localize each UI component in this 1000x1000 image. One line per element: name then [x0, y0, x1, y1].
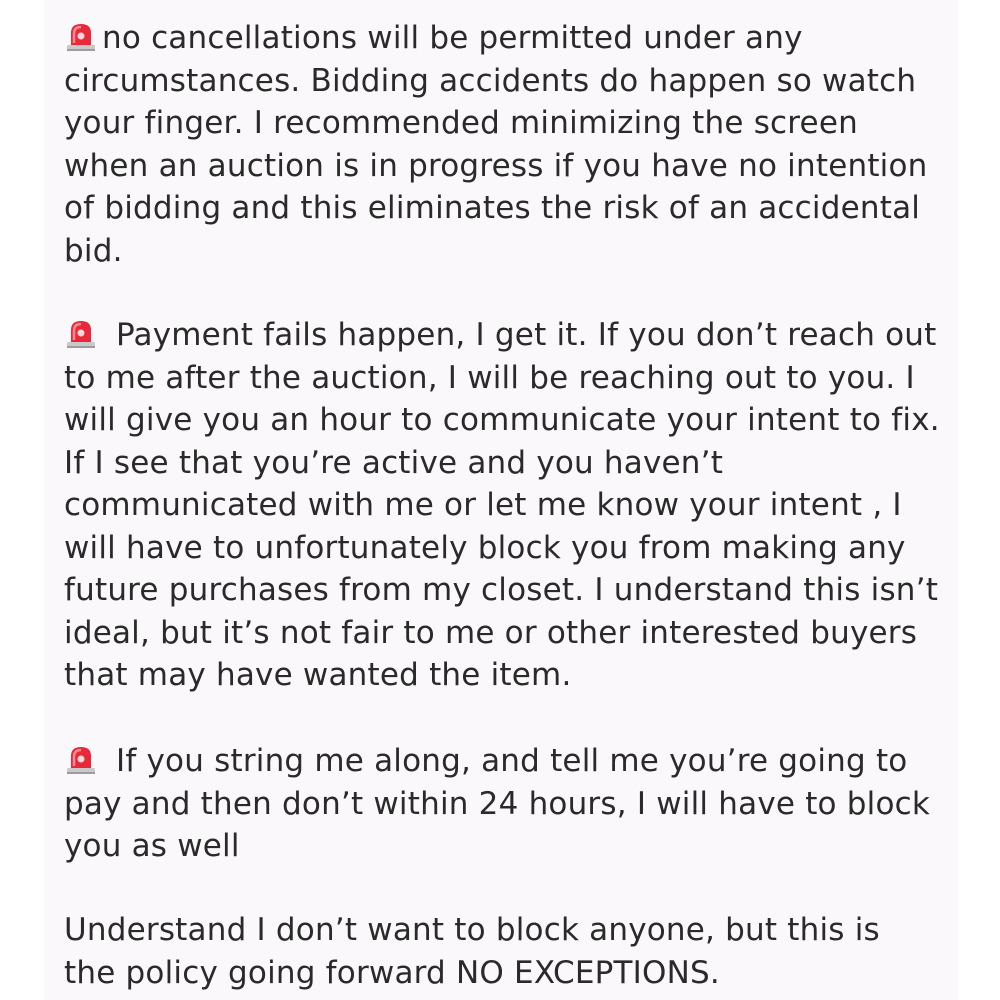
paragraph-line: future purchases from my closet. I understand this isn’t: [64, 572, 939, 608]
policy-paragraph-payment-fails: [64, 314, 944, 697]
paragraph-line: If you string me along, and tell me you’re going to: [64, 740, 944, 783]
paragraph-line: will have to unfortunately block you from making any: [64, 529, 906, 566]
paragraph-line: no cancellations will be permitted under any: [64, 17, 944, 60]
paragraph-line: that may have wanted the item.: [64, 657, 572, 693]
paragraph-line: to me after the auction, I will be reaching out to you. I: [64, 359, 915, 396]
paragraph-line: If I see that you’re active and you haven’t: [64, 444, 724, 481]
paragraph-line: the policy going forward NO EXCEPTIONS.: [64, 954, 720, 991]
paragraph-line: will give you an hour to communicate your intent to fix.: [64, 402, 940, 438]
paragraph-line: circumstances. Bidding accidents do happen so watch: [64, 62, 917, 99]
paragraph-line: ideal, but it’s not fair to me or other interested buyers: [64, 614, 918, 651]
paragraph-line: bid.: [64, 232, 123, 269]
policy-paragraph-cancellations: [64, 17, 944, 272]
paragraph-line: of bidding and this eliminates the risk of an accidental: [64, 190, 921, 226]
police-car-light-icon: [64, 316, 98, 350]
paragraph-line: pay and then don’t within 24 hours, I will have to block: [64, 785, 931, 822]
paragraph-line: when an auction is in progress if you have no intention: [64, 147, 928, 184]
police-car-light-icon: [64, 19, 98, 53]
police-car-light-icon: [64, 742, 98, 776]
paragraph-line: your finger. I recommended minimizing the screen: [64, 105, 858, 141]
paragraph-line: Payment fails happen, I get it. If you don’t reach out: [64, 314, 944, 357]
paragraph-line: communicated with me or let me know your intent , I: [64, 487, 902, 523]
paragraph-line: Understand I don’t want to block anyone, but this is: [64, 912, 880, 948]
paragraph-line: you as well: [64, 828, 240, 864]
policy-paragraph-string-along: [64, 740, 944, 868]
policy-paragraph-no-exceptions: [64, 909, 944, 994]
